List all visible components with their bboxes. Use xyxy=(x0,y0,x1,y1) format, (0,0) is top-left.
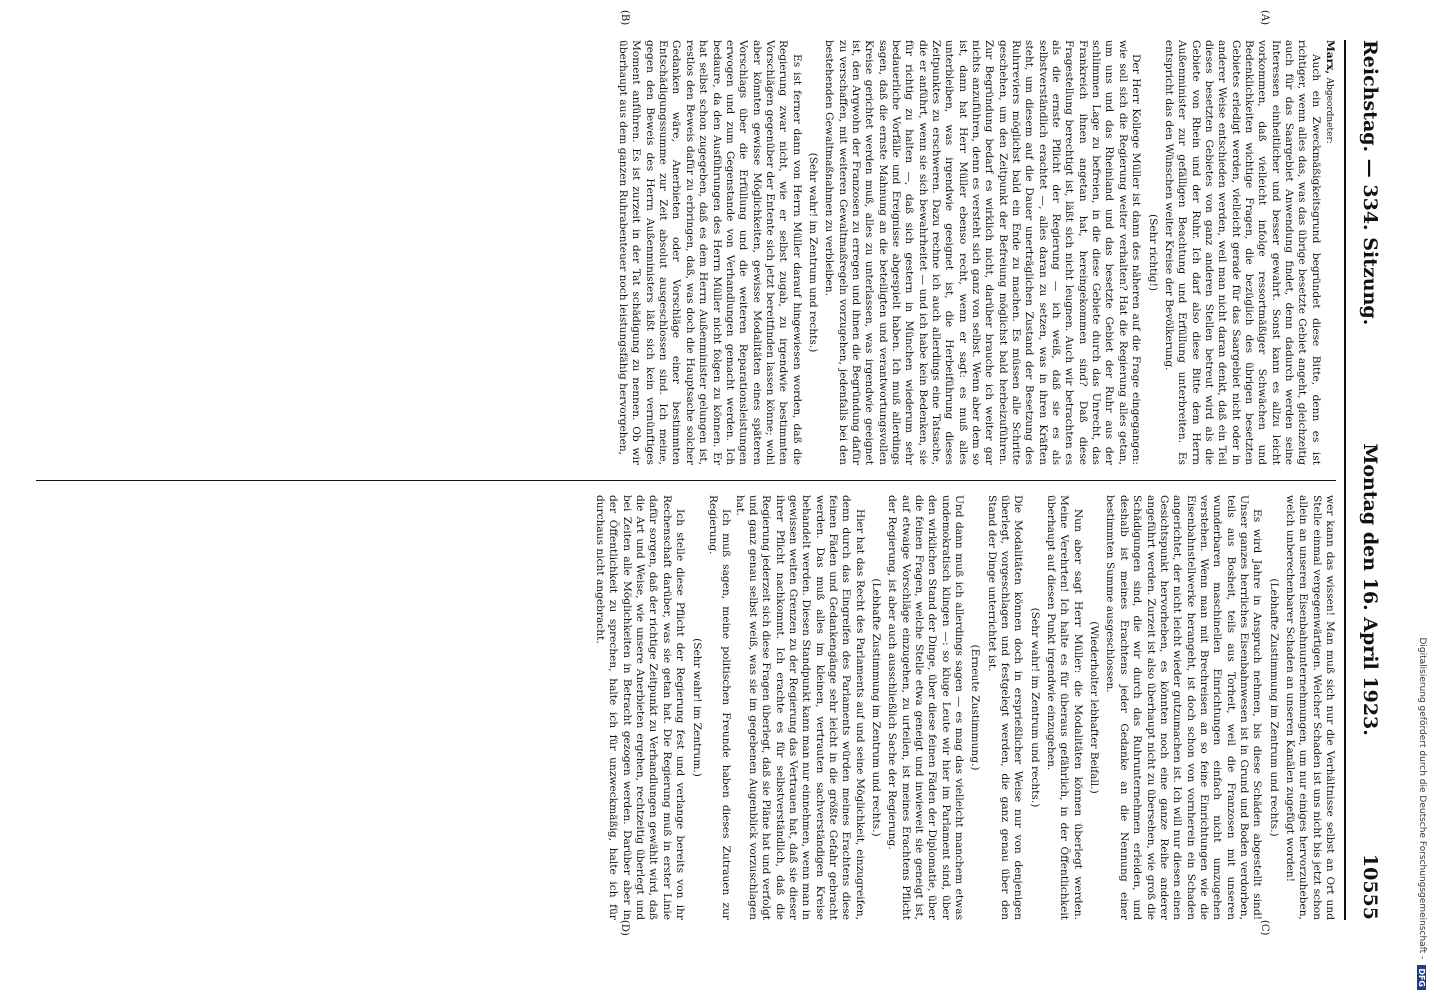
page-header xyxy=(1350,40,1390,920)
credit-text: Digitalisierung gefördert durch die Deutsche Forschungsgemeinschaft - xyxy=(1417,637,1427,960)
interjection: (Wiederholter lebhafter Beifall.) xyxy=(1088,621,1101,794)
interjection: (Lebhafte Zustimmung im Zentrum und rechts.) xyxy=(870,578,882,837)
header-date: Montag den 16. April 1923. xyxy=(1359,443,1381,736)
paragraph: wer kann das wissen! Man muß sich nur die Verhältnisse selbst an Ort und Stelle einmal vergegenwärtigen. Welcher Schaden ist uns nicht bis jetzt schon allein an unseren Eisenbahnunternehmungen, um nur einiges hervorzuheben, welch unberechenbarer Schaden an unseren Kanälen zugefügt worden! xyxy=(1283,495,1336,920)
document-page xyxy=(20,10,1390,936)
margin-marker-b: (B) xyxy=(619,10,630,26)
dfg-logo: DFG xyxy=(1418,965,1427,990)
header-rule xyxy=(1344,40,1346,920)
digitization-credit xyxy=(1412,10,1432,990)
interjection: (Sehr richtig!) xyxy=(1146,214,1159,291)
interjection: (Sehr wahr! im Zentrum.) xyxy=(690,638,703,777)
right-column xyxy=(36,495,1336,920)
header-left: Reichstag. — 334. Sitzung. xyxy=(1359,40,1381,326)
page-number: 10555 xyxy=(1359,853,1381,920)
interjection: (Sehr wahr! im Zentrum und rechts.) xyxy=(1028,607,1041,808)
interjection: (Sehr wahr! im Zentrum und rechts.) xyxy=(806,152,819,353)
paragraph: Ich stelle diese Pflicht der Regierung fest und verlange bereits von ihr Rechenschaft darüber, was sie getan hat. Die Regierung muß in erster Linie dafür sorgen, daß der richtige Zeitpunkt zu Verhandlungen gewählt wird, daß die Art und Weise, wie unsere Anerbieten ergehen, rechtzeitig überlegt und bei Zeiten alle Möglichkeiten in Betracht gezogen werden. Darüber aber in der Öffentlichkeit zu sprechen, halte ich für unzweckmäßig, halte ich für durchaus nicht angebracht. xyxy=(594,495,687,920)
paragraph: Auch ein Zweckmäßigkeitsgrund begründet diese Bitte, denn es ist richtiger, wenn alles das, was das übrige besetzte Gebiet angeht, gleichzeitig auch für das Saargebiet Anwendung findet, denn dadurch werden seine Interessen einheitlicher und besser gewahrt. Sonst kann es allzu leicht vorkommen, daß vielleicht infolge ressortmäßiger Schwächen und Bedenklichkeiten wichtige Fragen, die bezüglich des übrigen besetzten Gebietes erledigt werden, vielleicht gerade für das Saargebiet nicht oder in anderer Weise entschieden werden, weil man nicht daran denkt, daß ein Teil dieses besetzten Gebietes von ganz anderen Stellen betreut wird als die Gebiete von Rhein und der Ruhr. Ich darf also diese Bitte dem Herrn Außenminister zur gefälligen Beachtung und Erfüllung unterbreiten. Es entspricht das den Wünschen weiter Kreise der Bevölkerung. xyxy=(1162,40,1322,465)
paragraph: Hier hat das Recht des Parlaments auf und seine Möglichkeit, einzugreifen, denn durch das Eingreifen des Parlaments würden meines Erachtens diese feinen Fäden und Gedankengänge sehr leicht in die größte Gefahr gebracht werden. Das muß alles im kleinen, vertrauten sachverständigen Kreise behandelt werden. Diesen Standpunkt kann man nur einnehmen, wenn man in gewissen weiten Grenzen zu der Regierung das Vertrauen hat, daß sie dieser ihrer Pflicht nachkommt. Ich erachte es für selbstverständlich, daß die Regierung jederzeit sich diese Fragen überlegt, daß sie Pläne hat und verfolgt und ganz genau selbst weiß, was sie im gegebenen Augenblick vorzuschlagen hat. xyxy=(733,495,866,920)
paragraph: Es ist ferner dann von Herrn Müller darauf hingewiesen worden, daß die Regierung zwar nicht, wie er selbst zugab, zu irgendwie bestimmten Vorschlägen gegenüber der Entente sich jetzt bereitfinden lassen könne; wohl aber könnten gewisse Möglichkeiten, gewisse Modalitäten eines späteren Vorschlags über die Erfüllung und die weiteren Reparationsleistungen erwogen und zum Gegenstande von Verhandlungen gemacht werden. Ich bedaure, da den Ausführungen des Herrn Müller nicht folgen zu können. Er hat selbst schon zugegeben, daß es dem Herrn Außenminister gelungen ist, restlos den Beweis dafür zu erbringen, daß, was doch die Hauptsache solcher Gedanken wäre, Anerbieten oder Vorschläge einer bestimmten Entschädigungssumme zur Zeit absolut ausgeschlossen sind. Ich meine, gegen den Beweis des Herrn Außenministers läßt sich kein vernünftiges Moment anführen. Es ist zurzeit in der Tat schädigung zu nennen. Ob wir überhaupt aus dem ganzen Ruhrabenteuer noch leistungsfähig hervorgehen, xyxy=(617,40,803,465)
paragraph: Es wird Jahre in Anspruch nehmen, bis diese Schäden abgestellt sind! Unser ganzes herrliches Eisenbahnwesen ist in Grund und Boden verdorben, teils aus Bosheit, teils aus Torheit, weil die Franzosen mit unseren wunderbaren maschinellen Einrichtungen einfach nicht umzugehen verstehen. Wenn man mit Brechreisen an so feine Einrichtungen wie die Eisenbahnstellwerke herangeht, ist doch schon von vornherein ein Schaden angerichtet, der nicht leicht wieder gutzumachen ist. Ich will nur diesen einen Gesichtspunkt hervorheben, es könnten noch eine ganze Reihe anderer angeführt werden. Zurzeit ist also überhaupt nicht zu übersehen, wie groß die Schädigungen sind, die wir durch das Ruhrunternehmen erleiden, und deshalb ist meines Erachtens jeder Gedanke an die Nennung einer bestimmten Summe ausgeschlossen. xyxy=(1104,495,1264,920)
speaker-role: Abgeordneter: xyxy=(1324,77,1334,144)
paragraph: Ich muß sagen, meine politischen Freunde haben dieses Zutrauen zur Regierung. xyxy=(706,495,733,920)
speaker-line xyxy=(1322,40,1336,465)
paragraph: Nun aber sagt Herr Müller: die Modalitäten können überlegt werden. Meine Verehrten! Ich halte es für überaus gefährlich, in der Öffentlichkeit überhaupt auf diesen Punkt irgendwie einzugehen. xyxy=(1045,495,1084,920)
paragraph: Die Modalitäten können doch in ersprießlicher Weise nur von denjenigen überlegt, vorgeschlagen und festgelegt werden, die ganz genau über den Stand der Dinge unterrichtet ist. xyxy=(985,495,1025,920)
margin-marker-c: (C) xyxy=(1259,920,1270,936)
paragraph: Und dann muß ich allerdings sagen — es mag das vielleicht manchem etwas undemokratisch klingen —: so kluge Leute wir hier im Parlament sind, über den wirklichen Stand der Dinge, über diese feinen Fäden der Diplomatie, über die feinen Fragen, welche Stelle etwa geneigt und inwieweit sie geneigt ist, auf etwaige Vorschläge einzugehen, zu urteilen, ist meines Erachtens Pflicht der Regierung, ist aber auch ausschließlich Sache der Regierung. xyxy=(886,495,966,920)
margin-marker-a: (A) xyxy=(1259,10,1270,26)
speaker-name: Marx, xyxy=(1324,40,1336,75)
margin-marker-d: (D) xyxy=(619,920,630,936)
left-column xyxy=(36,40,1336,465)
interjection: (Lebhafte Zustimmung im Zentrum und rechts.) xyxy=(1267,578,1280,837)
column-divider xyxy=(36,480,1336,481)
paragraph: Der Herr Kollege Müller ist dann des näheren auf die Frage eingegangen: wie soll sich die Regierung weiter verhalten? Hat die Regierung alles getan, um uns und das Rheinland und das besetzte Gebiet der Ruhr aus der schlimmen Lage zu befreien, in die diese Gebiete durch das Unrecht, das Frankreich ihnen angetan hat, hereingekommen sind? Daß diese Fragestellung berechtigt ist, läßt sich nicht leugnen. Auch wir betrachten es als die ernste Pflicht der Regierung — ich weiß, daß sie es als selbstverständlich erachtet —, alles daran zu setzen, was in ihren Kräften steht, um diesem auf die Dauer unerträglichen Zustand der Besetzung des Ruhrreviers möglichst bald ein Ende zu machen. Es müssen alle Schritte geschehen, um den Zeitpunkt der Befreiung möglichst bald herbeizuführen. Zur Begründung bedarf es wirklich nicht, darüber brauche ich weiter gar nichts anzuführen, denn es versteht sich ganz von selbst. Wenn aber dem so ist, dann hat Herr Müller ebenso recht, wenn er sagt: es muß alles unterbleiben, was irgendwie geeignet ist, die Herbeiführung dieses Zeitpunktes zu erschweren. Dazu rechne ich auch allerdings eine Tatsache, die er anführt, wenn sie sich bewahrheitet — und ich habe kein Bedenken, sie für richtig zu halten —, daß sich gestern in München wiederum sehr bedauerliche Vorfälle und Ereignisse abgespielt haben. Ich muß allerdings sagen, daß die ernste Mahnung an die beteiligten und verantwortungsvollen Kreise gerichtet werden muß, alles zu unterlassen, was irgendwie geeignet ist, den Argwohn der Franzosen zu erregen und ihnen die Begründung dafür zu verschaffen, mit weiteren Gewaltmaßregeln vorzugehen, jedenfalls bei den bestehenden Gewaltmaßnahmen zu verbleiben. xyxy=(823,40,1143,465)
interjection: (Erneute Zustimmung.) xyxy=(969,644,982,771)
